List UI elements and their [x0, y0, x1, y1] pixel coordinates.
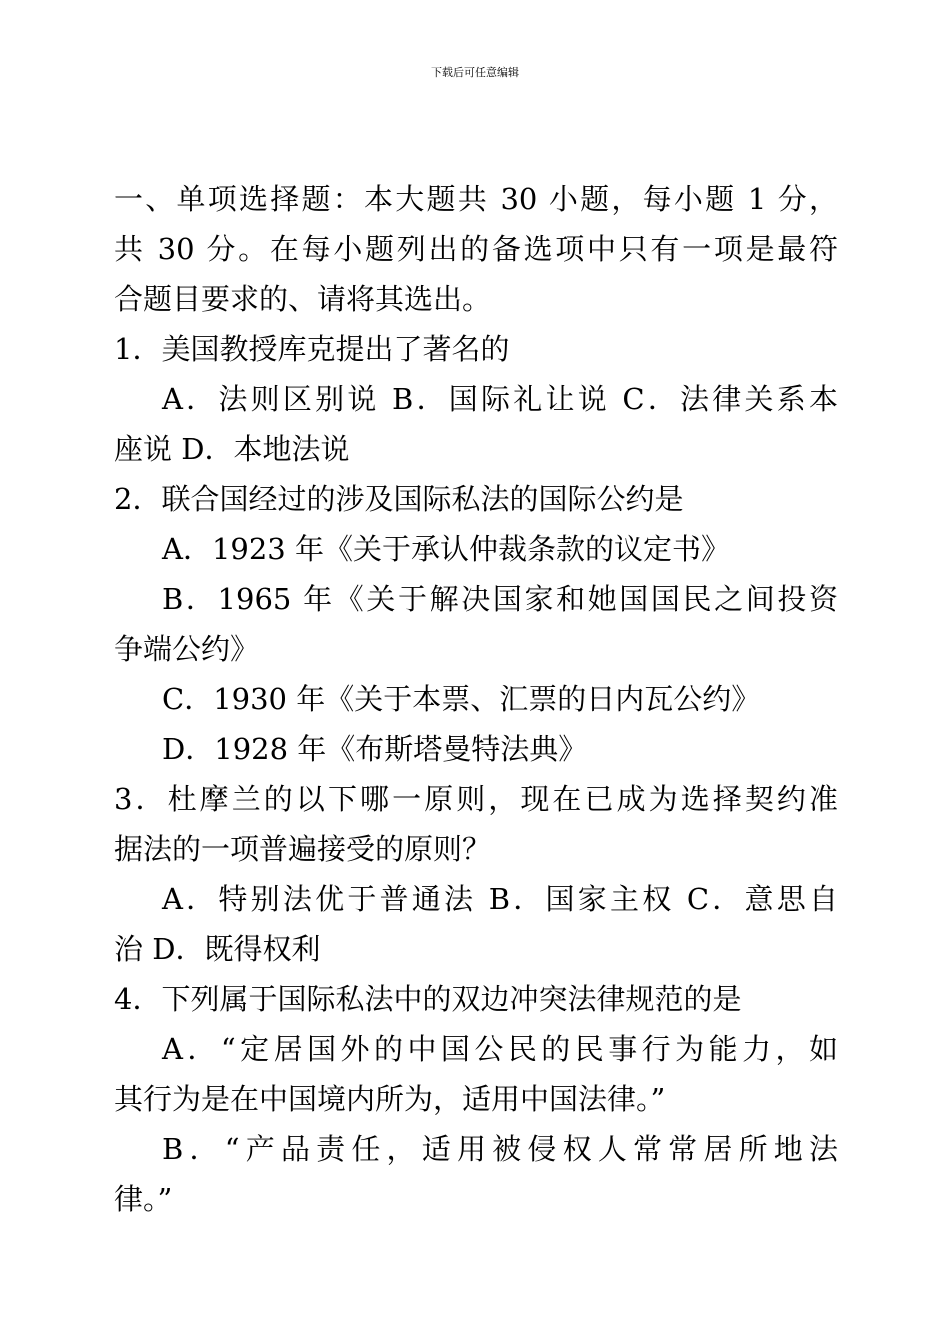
question-2-option-b-line-2: 争端公约》: [114, 632, 260, 666]
document-body: [114, 174, 838, 1224]
question-4-option-a-line-2: 其行为是在中国境内所为，适用中国法律。”: [114, 1082, 666, 1116]
question-2-option-b-line-1: B．1965 年《关于解决国家和她国国民之间投资: [162, 582, 838, 616]
question-4-option-b-line-1: B．“产品责任，适用被侵权人常常居所地法: [162, 1132, 838, 1166]
question-4: 4．下列属于国际私法中的双边冲突法律规范的是: [114, 982, 742, 1016]
question-2: 2．联合国经过的涉及国际私法的国际公约是: [114, 482, 684, 516]
question-4-option-a-line-1: A．“定居国外的中国公民的民事行为能力，如: [162, 1032, 838, 1066]
question-3-options-line-1: A．特别法优于普通法 B．国家主权 C．意思自: [162, 882, 838, 916]
section-heading-line-2: 共 30 分。在每小题列出的备选项中只有一项是最符: [114, 232, 838, 266]
section-heading-line-1: 一、单项选择题：本大题共 30 小题，每小题 1 分，: [114, 182, 838, 216]
question-1: 1．美国教授库克提出了著名的: [114, 332, 510, 366]
question-2-option-d: D．1928 年《布斯塔曼特法典》: [162, 732, 588, 766]
question-3-options-line-2: 治 D．既得权利: [114, 932, 321, 966]
question-2-option-a: A．1923 年《关于承认仲裁条款的议定书》: [162, 532, 730, 566]
page-header: 下载后可任意编辑: [431, 66, 519, 79]
question-4-option-b-line-2: 律。”: [114, 1182, 173, 1216]
question-2-option-c: C．1930 年《关于本票、汇票的日内瓦公约》: [162, 682, 761, 716]
question-3-line-2: 据法的一项普遍接受的原则？: [114, 832, 492, 866]
question-3-line-1: 3．杜摩兰的以下哪一原则，现在已成为选择契约准: [114, 782, 838, 816]
question-1-options-line-2: 座说 D．本地法说: [114, 432, 350, 466]
section-heading-line-3: 合题目要求的、请将其选出。: [114, 282, 492, 316]
question-1-options-line-1: A．法则区别说 B．国际礼让说 C．法律关系本: [162, 382, 838, 416]
